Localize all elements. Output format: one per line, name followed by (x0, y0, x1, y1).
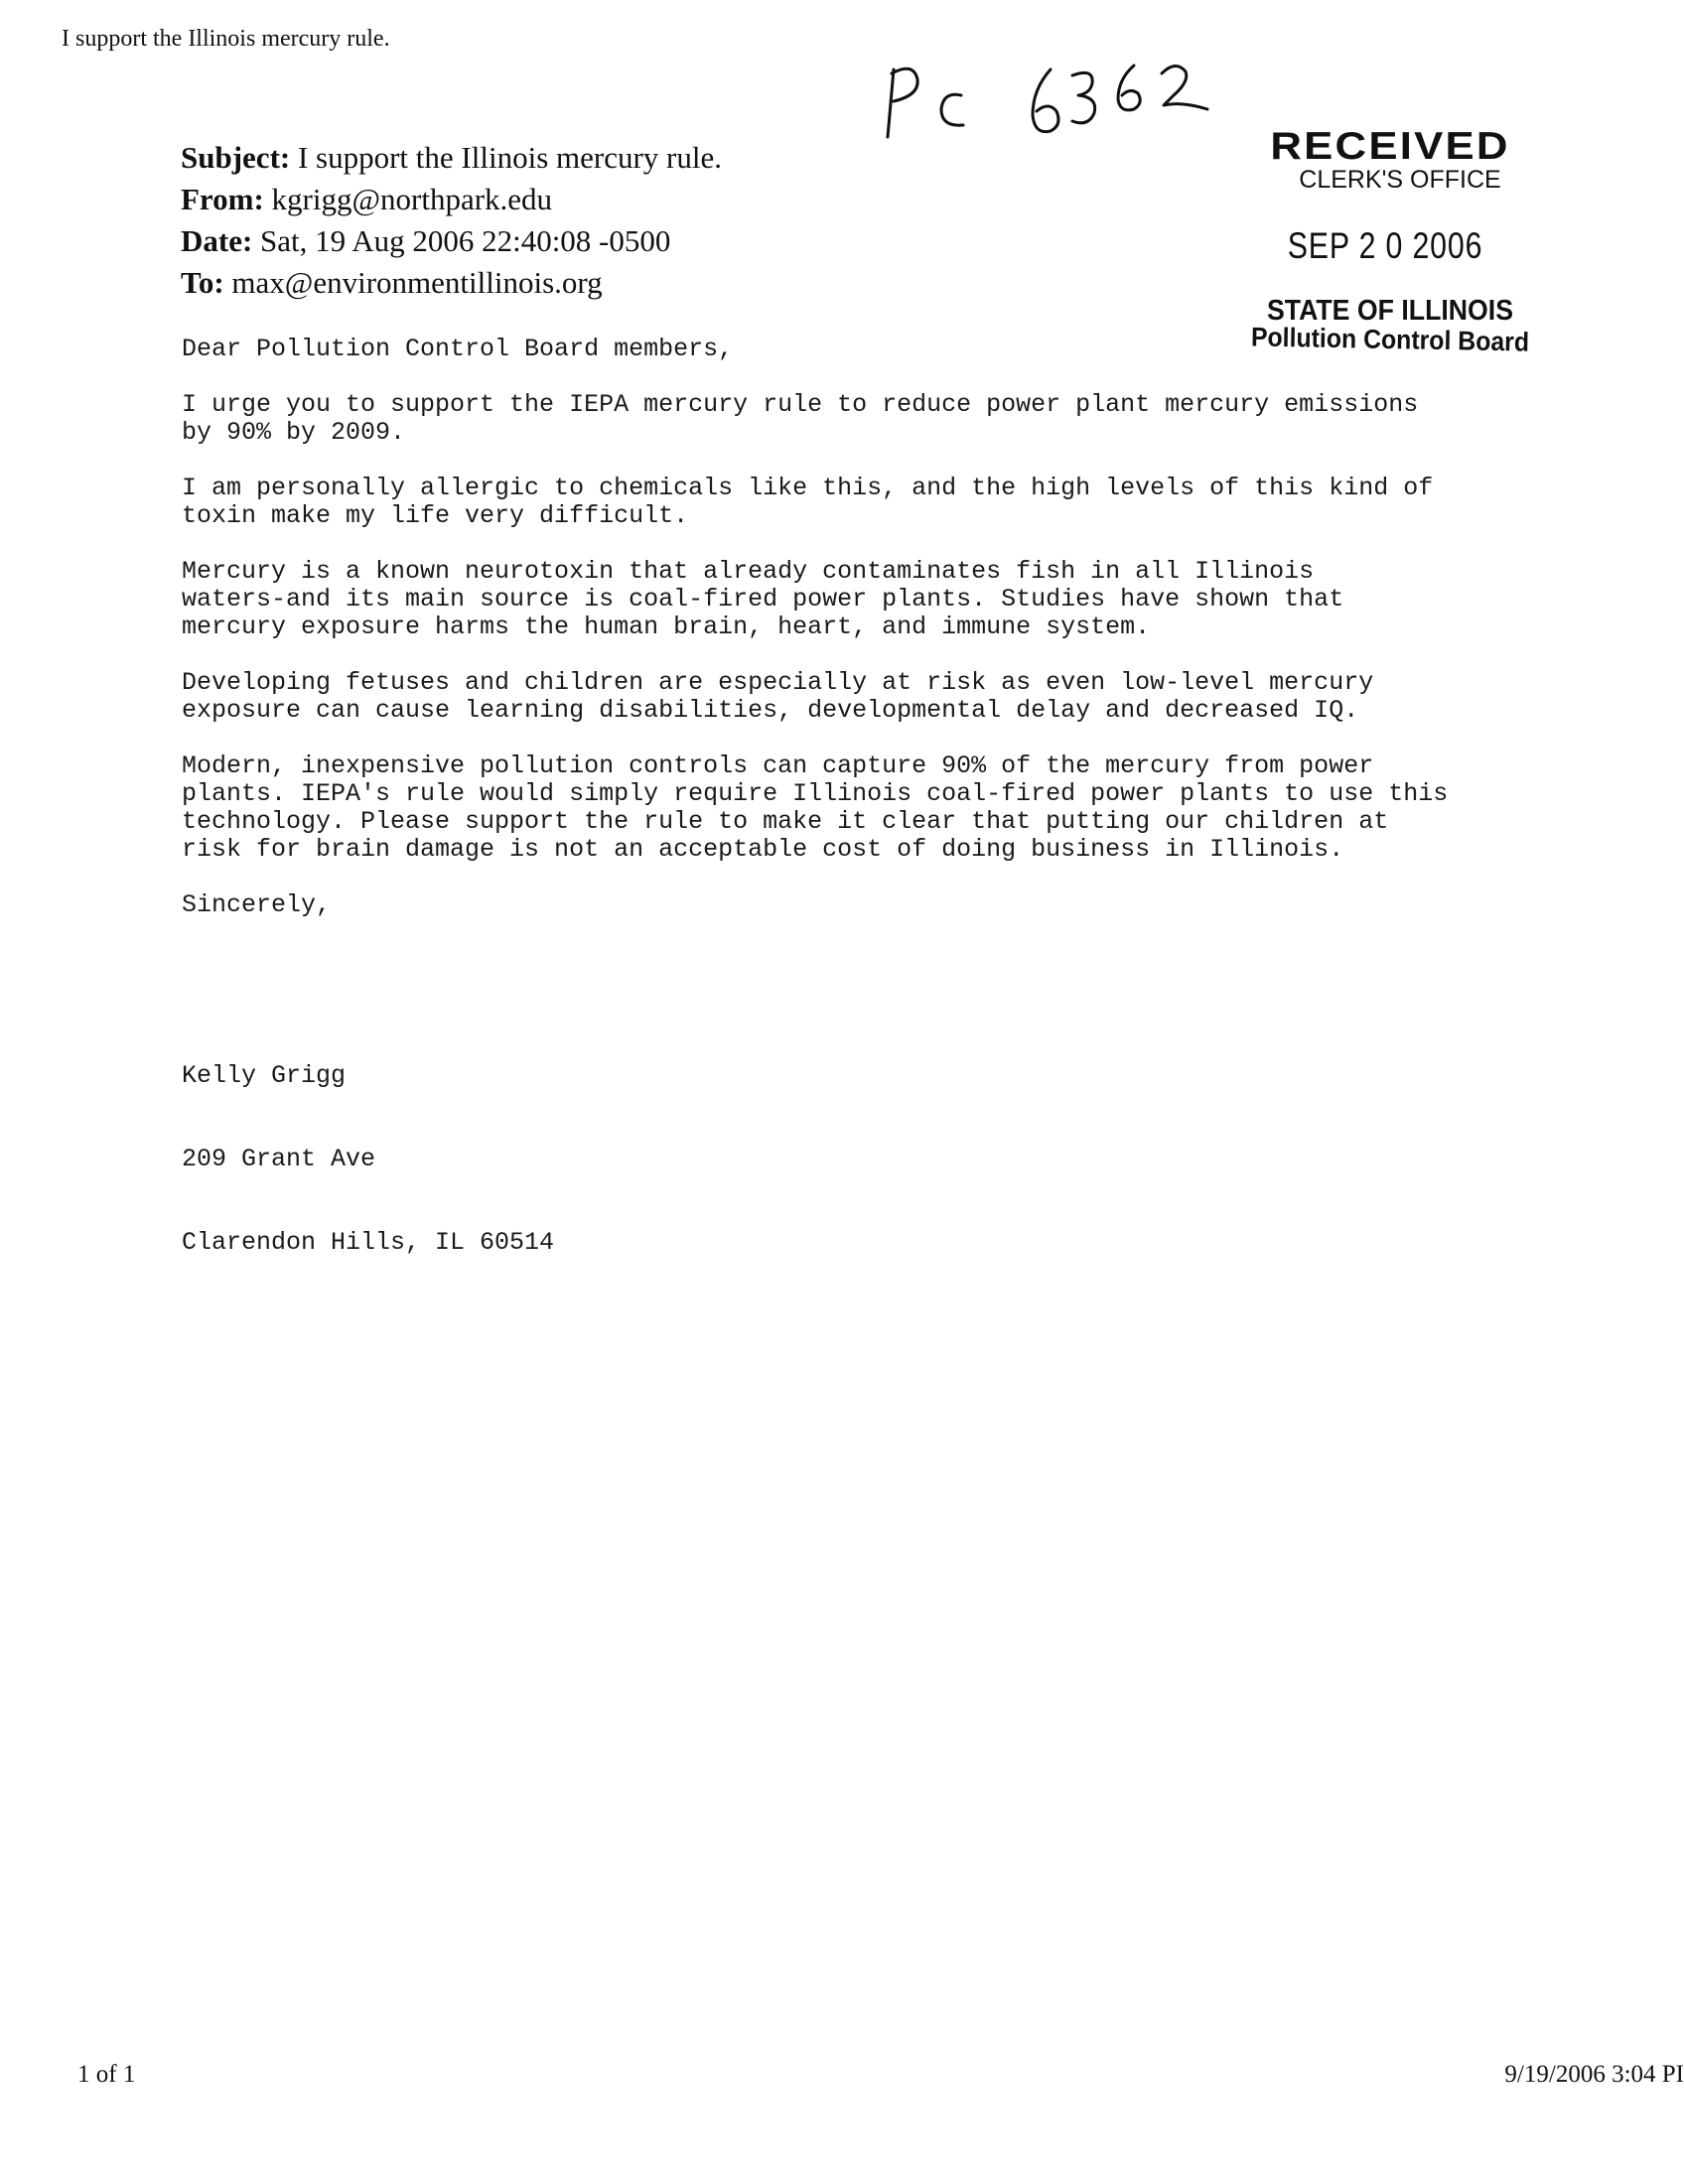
stamp-board: Pollution Control Board (1250, 322, 1530, 357)
from-row (181, 179, 722, 220)
signature-block (182, 1007, 1572, 1312)
print-header-title: I support the Illinois mercury rule. (62, 26, 390, 52)
letter-paragraph: Modern, inexpensive pollution controls can capture 90% of the mercury from power plants. IEPA's rule would simply require Illinois coal-fired power plants to use this technology. Please support the rule to make it clear that putting our children at risk for brain damage is not an acceptable cost of doing business in Illinois. (182, 751, 1449, 864)
subject-value: I support the Illinois mercury rule. (297, 140, 722, 175)
letter-paragraph: Mercury is a known neurotoxin that already contaminates fish in all Illinois waters-and its main source is coal-fired power plants. Studies have shown that mercury exposure harms the human brain, heart, and immune system. (182, 557, 1344, 641)
from-label: From: (181, 182, 264, 216)
email-header (181, 137, 722, 304)
signature-name: Kelly Grigg (182, 1061, 347, 1090)
date-label: Date: (181, 223, 253, 258)
to-label: To: (181, 265, 224, 300)
letter-closing: Sincerely, (182, 890, 332, 919)
stamp-received: RECEIVED (1270, 125, 1510, 168)
signature-address-line2: Clarendon Hills, IL 60514 (182, 1228, 555, 1257)
print-timestamp: 9/19/2006 3:04 PI (1504, 2061, 1684, 2088)
letter-body (182, 336, 1572, 1312)
date-row (181, 220, 722, 262)
letter-paragraph: I am personally allergic to chemicals like this, and the high levels of this kind of toxin make my life very difficult. (182, 474, 1434, 530)
stamp-date: SEP 2 0 2006 (1287, 225, 1483, 266)
letter-paragraph: I urge you to support the IEPA mercury rule to reduce power plant mercury emissions by 90% by 2009. (182, 390, 1419, 447)
subject-row (181, 137, 722, 179)
stamp-office: CLERK'S OFFICE (1299, 166, 1501, 194)
subject-label: Subject: (181, 140, 291, 175)
to-row (181, 262, 722, 304)
from-value: kgrigg@northpark.edu (271, 182, 553, 216)
received-stamp (1221, 125, 1559, 357)
letter-paragraph: Developing fetuses and children are especially at risk as even low-level mercury exposure can cause learning disabilities, developmental delay and decreased IQ. (182, 668, 1374, 725)
stamp-state: STATE OF ILLINOIS (1266, 295, 1514, 327)
letter-greeting: Dear Pollution Control Board members, (182, 335, 734, 363)
signature-address-line1: 209 Grant Ave (182, 1145, 376, 1173)
to-value: max@environmentillinois.org (231, 265, 603, 300)
date-value: Sat, 19 Aug 2006 22:40:08 -0500 (260, 223, 671, 258)
page-count: 1 of 1 (77, 2061, 136, 2088)
handwritten-pc-number (874, 50, 1241, 149)
